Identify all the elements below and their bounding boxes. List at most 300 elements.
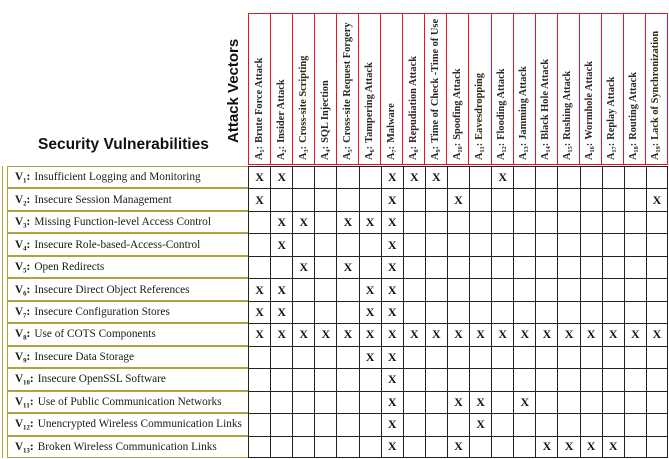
matrix-cell bbox=[403, 256, 425, 278]
matrix-cell bbox=[602, 188, 624, 210]
matrix-cell-marked bbox=[513, 323, 535, 345]
matrix-cell bbox=[359, 436, 381, 458]
attack-vector-header-label bbox=[607, 77, 617, 160]
attack-vector-name: Rushing Attack bbox=[562, 70, 574, 140]
matrix-cell bbox=[580, 301, 602, 323]
matrix-cell bbox=[646, 301, 668, 323]
attack-vector-id: A₉: bbox=[429, 145, 441, 160]
x-mark: X bbox=[652, 192, 662, 207]
matrix-cell bbox=[248, 346, 270, 368]
attack-vector-header-label bbox=[321, 80, 331, 160]
attack-vector-header-label bbox=[475, 73, 485, 160]
vulnerability-id: V₁₁: bbox=[15, 395, 34, 408]
attack-vector-name: Tampering Attack bbox=[363, 62, 375, 143]
matrix-cell bbox=[646, 211, 668, 233]
matrix-cell bbox=[270, 256, 292, 278]
matrix-cell bbox=[447, 368, 469, 390]
matrix-cell bbox=[403, 233, 425, 255]
vulnerability-id: V₄: bbox=[15, 238, 31, 251]
matrix-cell bbox=[624, 391, 646, 413]
matrix-cell-marked bbox=[270, 323, 292, 345]
matrix-cell bbox=[602, 211, 624, 233]
matrix-cell bbox=[403, 188, 425, 210]
matrix-cell bbox=[359, 368, 381, 390]
matrix-cell bbox=[624, 211, 646, 233]
matrix-cell-marked bbox=[646, 323, 668, 345]
matrix-cell-marked bbox=[248, 301, 270, 323]
matrix-cell bbox=[314, 278, 336, 300]
matrix-cell-marked bbox=[270, 211, 292, 233]
matrix-cell bbox=[624, 368, 646, 390]
matrix-cell bbox=[270, 368, 292, 390]
attack-vector-id: A₇: bbox=[385, 145, 397, 160]
matrix-cell-marked bbox=[292, 211, 314, 233]
matrix-cell bbox=[580, 188, 602, 210]
matrix-cell-marked bbox=[447, 391, 469, 413]
x-mark: X bbox=[277, 327, 286, 342]
x-mark: X bbox=[387, 394, 397, 409]
vulnerability-id: V₁: bbox=[15, 171, 31, 184]
matrix-cell-marked bbox=[248, 323, 270, 345]
matrix-cell-marked bbox=[270, 166, 292, 188]
matrix-cell-marked bbox=[381, 436, 403, 458]
attack-vector-header bbox=[336, 13, 358, 165]
vulnerability-id: V₃: bbox=[15, 216, 31, 229]
attack-vector-header bbox=[557, 13, 579, 165]
matrix-cell-marked bbox=[535, 323, 557, 345]
matrix-cell bbox=[447, 233, 469, 255]
matrix-cell bbox=[403, 436, 425, 458]
matrix-cell bbox=[469, 256, 491, 278]
matrix-cell bbox=[292, 166, 314, 188]
matrix-cell bbox=[314, 166, 336, 188]
x-mark: X bbox=[498, 170, 508, 185]
x-mark: X bbox=[255, 304, 264, 319]
attack-vector-header-label bbox=[299, 56, 309, 160]
matrix-cell bbox=[491, 233, 513, 255]
matrix-cell bbox=[336, 368, 358, 390]
attack-vector-name: Repudiation Attack bbox=[407, 56, 419, 143]
x-mark: X bbox=[255, 282, 264, 297]
matrix-cell-marked bbox=[447, 188, 469, 210]
vulnerability-row-label bbox=[7, 166, 248, 188]
matrix-cell bbox=[248, 256, 270, 278]
vulnerability-id: V₈: bbox=[15, 328, 31, 341]
matrix-cell bbox=[270, 188, 292, 210]
attack-vector-id: A₁₀: bbox=[451, 142, 463, 160]
matrix-cell bbox=[359, 188, 381, 210]
attack-vector-header bbox=[579, 13, 601, 165]
attack-vector-header bbox=[513, 13, 535, 165]
matrix-cell bbox=[403, 278, 425, 300]
matrix-cell bbox=[491, 256, 513, 278]
matrix-cell bbox=[557, 391, 579, 413]
x-mark: X bbox=[542, 439, 552, 454]
attack-vector-name: Brute Force Attack bbox=[253, 57, 265, 143]
vulnerability-name: Use of Public Communication Networks bbox=[37, 395, 222, 408]
matrix-cell bbox=[314, 301, 336, 323]
matrix-cell bbox=[403, 413, 425, 435]
matrix-cell-marked bbox=[248, 278, 270, 300]
matrix-cell bbox=[447, 278, 469, 300]
matrix-cell-marked bbox=[447, 436, 469, 458]
x-mark: X bbox=[387, 439, 397, 454]
vulnerability-name: Insufficient Logging and Monitoring bbox=[34, 171, 201, 184]
matrix-cell bbox=[557, 368, 579, 390]
matrix-cell bbox=[336, 436, 358, 458]
matrix-cell bbox=[580, 256, 602, 278]
matrix-cell bbox=[535, 278, 557, 300]
attack-vector-id: A₁₈: bbox=[628, 142, 640, 160]
matrix-cell bbox=[425, 391, 447, 413]
x-mark: X bbox=[343, 327, 353, 342]
matrix-cell-marked bbox=[469, 323, 491, 345]
vulnerability-name: Missing Function-level Access Control bbox=[34, 216, 211, 229]
x-mark: X bbox=[608, 439, 618, 454]
matrix-cell bbox=[292, 368, 314, 390]
matrix-cell-marked bbox=[403, 166, 425, 188]
matrix-cell-marked bbox=[270, 301, 292, 323]
matrix-cell bbox=[469, 211, 491, 233]
matrix-cell bbox=[314, 413, 336, 435]
matrix-cell bbox=[425, 413, 447, 435]
matrix-cell bbox=[403, 301, 425, 323]
matrix-cell bbox=[513, 413, 535, 435]
matrix-cell bbox=[270, 436, 292, 458]
matrix-cell-marked bbox=[602, 436, 624, 458]
matrix-cell bbox=[447, 301, 469, 323]
matrix-cell bbox=[292, 188, 314, 210]
matrix-cell-marked bbox=[381, 188, 403, 210]
matrix-cell bbox=[602, 391, 624, 413]
x-mark: X bbox=[387, 372, 397, 387]
matrix-cell bbox=[425, 278, 447, 300]
x-mark: X bbox=[409, 327, 419, 342]
matrix-cell-marked bbox=[314, 323, 336, 345]
matrix-cell bbox=[602, 233, 624, 255]
attack-vector-header-label bbox=[431, 19, 441, 160]
matrix-cell-marked bbox=[381, 391, 403, 413]
attack-vectors-axis-title: Attack Vectors bbox=[225, 38, 242, 143]
matrix-cell-marked bbox=[248, 188, 270, 210]
attack-vector-id: A₁₁: bbox=[473, 142, 485, 160]
attack-vector-id: A₆: bbox=[363, 145, 375, 160]
matrix-cell bbox=[580, 346, 602, 368]
attack-vector-header-row bbox=[248, 13, 668, 165]
vulnerability-row-label bbox=[7, 233, 248, 255]
matrix-cell bbox=[491, 391, 513, 413]
matrix-cell-marked bbox=[381, 413, 403, 435]
matrix-cell bbox=[602, 301, 624, 323]
x-mark: X bbox=[520, 394, 530, 409]
attack-vector-header-label bbox=[519, 66, 529, 160]
attack-vector-id: A₈: bbox=[407, 145, 419, 160]
vulnerability-name: Open Redirects bbox=[34, 261, 105, 274]
matrix-cell bbox=[624, 166, 646, 188]
attack-vector-name: Spoofing Attack bbox=[451, 68, 463, 140]
x-mark: X bbox=[608, 327, 618, 342]
matrix-cell-marked bbox=[624, 323, 646, 345]
matrix-cell-marked bbox=[381, 323, 403, 345]
x-mark: X bbox=[454, 394, 463, 409]
attack-vector-header bbox=[248, 13, 270, 165]
x-mark: X bbox=[365, 304, 375, 319]
attack-vector-name: Eavesdropping bbox=[473, 73, 485, 140]
attack-vector-header-label bbox=[497, 68, 507, 160]
vulnerability-name: Unencrypted Wireless Communication Links bbox=[37, 418, 242, 431]
matrix-cell-marked bbox=[580, 436, 602, 458]
matrix-cell bbox=[646, 166, 668, 188]
attack-vector-header bbox=[314, 13, 336, 165]
matrix-cell bbox=[535, 391, 557, 413]
matrix-cell bbox=[580, 368, 602, 390]
matrix-cell bbox=[314, 436, 336, 458]
matrix-cell bbox=[624, 233, 646, 255]
matrix-cell bbox=[292, 413, 314, 435]
vulnerability-name: Insecure Role-based-Access-Control bbox=[34, 238, 201, 251]
matrix-cell-marked bbox=[535, 436, 557, 458]
matrix-cell bbox=[624, 346, 646, 368]
matrix-cell bbox=[248, 436, 270, 458]
attack-vector-header-label bbox=[453, 68, 463, 160]
vulnerability-row-label bbox=[7, 188, 248, 210]
matrix-cell-marked bbox=[292, 256, 314, 278]
attack-vector-header-label bbox=[651, 31, 661, 160]
matrix-grid bbox=[7, 166, 668, 458]
attack-vector-id: A₁₆: bbox=[584, 142, 596, 160]
attack-vector-header-label bbox=[365, 62, 375, 160]
matrix-cell bbox=[248, 391, 270, 413]
matrix-cell bbox=[557, 233, 579, 255]
matrix-cell bbox=[513, 256, 535, 278]
matrix-cell bbox=[557, 413, 579, 435]
matrix-cell bbox=[535, 413, 557, 435]
matrix-cell-marked bbox=[513, 391, 535, 413]
matrix-cell bbox=[513, 436, 535, 458]
x-mark: X bbox=[343, 260, 353, 275]
matrix-cell bbox=[646, 233, 668, 255]
x-mark: X bbox=[454, 439, 463, 454]
attack-vector-header-label bbox=[629, 72, 639, 160]
matrix-cell bbox=[646, 413, 668, 435]
matrix-cell bbox=[469, 436, 491, 458]
vulnerability-id: V₂: bbox=[15, 193, 31, 206]
attack-vector-id: A₅: bbox=[341, 145, 353, 160]
matrix-cell bbox=[513, 301, 535, 323]
x-mark: X bbox=[365, 215, 375, 230]
matrix-cell bbox=[602, 368, 624, 390]
x-mark: X bbox=[476, 417, 485, 432]
matrix-cell bbox=[314, 211, 336, 233]
matrix-cell bbox=[248, 368, 270, 390]
matrix-cell-marked bbox=[447, 323, 469, 345]
matrix-cell bbox=[557, 346, 579, 368]
attack-vector-id: A₁₃: bbox=[518, 142, 530, 160]
attack-vector-id: A₂: bbox=[275, 145, 287, 160]
attack-vector-name: Time of Check -Time of Use bbox=[429, 18, 441, 143]
matrix-cell bbox=[314, 256, 336, 278]
attack-vector-header-label bbox=[387, 103, 397, 160]
matrix-cell-marked bbox=[557, 436, 579, 458]
matrix-cell bbox=[425, 301, 447, 323]
matrix-cell bbox=[535, 188, 557, 210]
vulnerability-name: Insecure Configuration Stores bbox=[34, 305, 170, 318]
x-mark: X bbox=[520, 327, 530, 342]
matrix-cell-marked bbox=[248, 166, 270, 188]
vulnerability-id: V₁₃: bbox=[15, 440, 34, 453]
matrix-cell bbox=[403, 346, 425, 368]
x-mark: X bbox=[409, 170, 419, 185]
matrix-cell bbox=[491, 346, 513, 368]
x-mark: X bbox=[387, 304, 397, 319]
x-mark: X bbox=[432, 170, 441, 185]
matrix-cell bbox=[513, 188, 535, 210]
matrix-cell bbox=[447, 346, 469, 368]
matrix-cell bbox=[359, 413, 381, 435]
matrix-cell-marked bbox=[270, 233, 292, 255]
matrix-cell bbox=[580, 233, 602, 255]
attack-vector-name: Cross-site Scripting bbox=[297, 55, 309, 143]
x-mark: X bbox=[387, 192, 397, 207]
attack-vector-header bbox=[468, 13, 490, 165]
matrix-cell bbox=[447, 211, 469, 233]
matrix-cell bbox=[491, 301, 513, 323]
attack-vector-header bbox=[645, 13, 668, 165]
matrix-cell bbox=[513, 166, 535, 188]
matrix-cell bbox=[469, 368, 491, 390]
attack-vector-name: Cross-site Request Forgery bbox=[341, 22, 353, 143]
matrix-cell bbox=[425, 233, 447, 255]
matrix-cell bbox=[292, 436, 314, 458]
matrix-cell bbox=[557, 278, 579, 300]
vulnerability-row-label bbox=[7, 368, 248, 390]
x-mark: X bbox=[631, 327, 640, 342]
vulnerability-id: V₁₂: bbox=[15, 418, 34, 431]
matrix-cell bbox=[624, 278, 646, 300]
matrix-cell bbox=[646, 436, 668, 458]
row-header-outer-border bbox=[2, 166, 3, 458]
matrix-cell-marked bbox=[359, 211, 381, 233]
vulnerability-name: Use of COTS Components bbox=[34, 328, 156, 341]
matrix-cell bbox=[491, 368, 513, 390]
attack-vector-id: A₁: bbox=[253, 145, 265, 160]
matrix-cell bbox=[602, 278, 624, 300]
matrix-cell bbox=[248, 413, 270, 435]
matrix-cell bbox=[513, 211, 535, 233]
x-mark: X bbox=[387, 237, 397, 252]
vulnerability-id: V₁₀: bbox=[15, 373, 34, 386]
matrix-cell bbox=[336, 346, 358, 368]
attack-vector-header bbox=[446, 13, 468, 165]
matrix-cell-marked bbox=[270, 278, 292, 300]
vulnerability-row-label bbox=[7, 436, 248, 458]
matrix-cell-marked bbox=[381, 166, 403, 188]
attack-vector-name: Flooding Attack bbox=[496, 68, 508, 140]
matrix-cell bbox=[425, 256, 447, 278]
vulnerability-row-label bbox=[7, 301, 248, 323]
matrix-cell bbox=[359, 391, 381, 413]
attack-vector-id: A₃: bbox=[297, 145, 309, 160]
matrix-cell-marked bbox=[381, 301, 403, 323]
vulnerability-id: V₇: bbox=[15, 305, 31, 318]
x-mark: X bbox=[277, 237, 286, 252]
matrix-cell-marked bbox=[381, 233, 403, 255]
x-mark: X bbox=[586, 327, 596, 342]
vulnerability-id: V₅: bbox=[15, 261, 31, 274]
matrix-cell-marked bbox=[491, 323, 513, 345]
matrix-cell bbox=[359, 233, 381, 255]
x-mark: X bbox=[277, 170, 286, 185]
x-mark: X bbox=[387, 260, 397, 275]
matrix-cell bbox=[535, 166, 557, 188]
x-mark: X bbox=[586, 439, 596, 454]
x-mark: X bbox=[432, 327, 441, 342]
x-mark: X bbox=[255, 327, 264, 342]
matrix-cell-marked bbox=[425, 166, 447, 188]
security-vulnerabilities-axis-title: Security Vulnerabilities bbox=[38, 136, 209, 153]
x-mark: X bbox=[387, 417, 397, 432]
matrix-cell bbox=[336, 413, 358, 435]
matrix-cell bbox=[314, 188, 336, 210]
attack-vector-header-label bbox=[255, 58, 265, 160]
matrix-cell bbox=[447, 256, 469, 278]
attack-vector-header bbox=[402, 13, 424, 165]
matrix-cell bbox=[646, 256, 668, 278]
matrix-cell bbox=[491, 436, 513, 458]
matrix-cell-marked bbox=[336, 323, 358, 345]
matrix-cell bbox=[336, 188, 358, 210]
x-mark: X bbox=[277, 304, 286, 319]
matrix-cell bbox=[602, 346, 624, 368]
matrix-cell bbox=[624, 301, 646, 323]
matrix-cell-marked bbox=[602, 323, 624, 345]
attack-vector-header bbox=[535, 13, 557, 165]
matrix-cell bbox=[580, 166, 602, 188]
x-mark: X bbox=[299, 215, 309, 230]
vulnerability-row-label bbox=[7, 211, 248, 233]
matrix-cell bbox=[557, 166, 579, 188]
x-mark: X bbox=[498, 327, 508, 342]
matrix-cell bbox=[580, 413, 602, 435]
x-mark: X bbox=[277, 215, 286, 230]
matrix-cell bbox=[425, 188, 447, 210]
matrix-cell bbox=[425, 368, 447, 390]
matrix-cell bbox=[336, 391, 358, 413]
x-mark: X bbox=[387, 282, 397, 297]
x-mark: X bbox=[564, 439, 574, 454]
matrix-cell bbox=[248, 233, 270, 255]
matrix-cell bbox=[646, 346, 668, 368]
matrix-cell bbox=[513, 278, 535, 300]
matrix-cell-marked bbox=[359, 346, 381, 368]
matrix-cell bbox=[557, 256, 579, 278]
vulnerability-name: Insecure Direct Object References bbox=[34, 283, 190, 296]
matrix-cell bbox=[535, 301, 557, 323]
attack-vector-header bbox=[270, 13, 292, 165]
matrix-cell bbox=[535, 368, 557, 390]
matrix-cell-marked bbox=[403, 323, 425, 345]
attack-vector-id: A₄: bbox=[319, 145, 331, 160]
attack-vector-name: Malware bbox=[385, 103, 397, 143]
matrix-cell-marked bbox=[359, 301, 381, 323]
matrix-cell bbox=[248, 211, 270, 233]
matrix-cell bbox=[602, 413, 624, 435]
matrix-cell bbox=[314, 233, 336, 255]
attack-vector-header bbox=[292, 13, 314, 165]
matrix-cell bbox=[292, 391, 314, 413]
matrix-cell bbox=[425, 211, 447, 233]
x-mark: X bbox=[542, 327, 552, 342]
